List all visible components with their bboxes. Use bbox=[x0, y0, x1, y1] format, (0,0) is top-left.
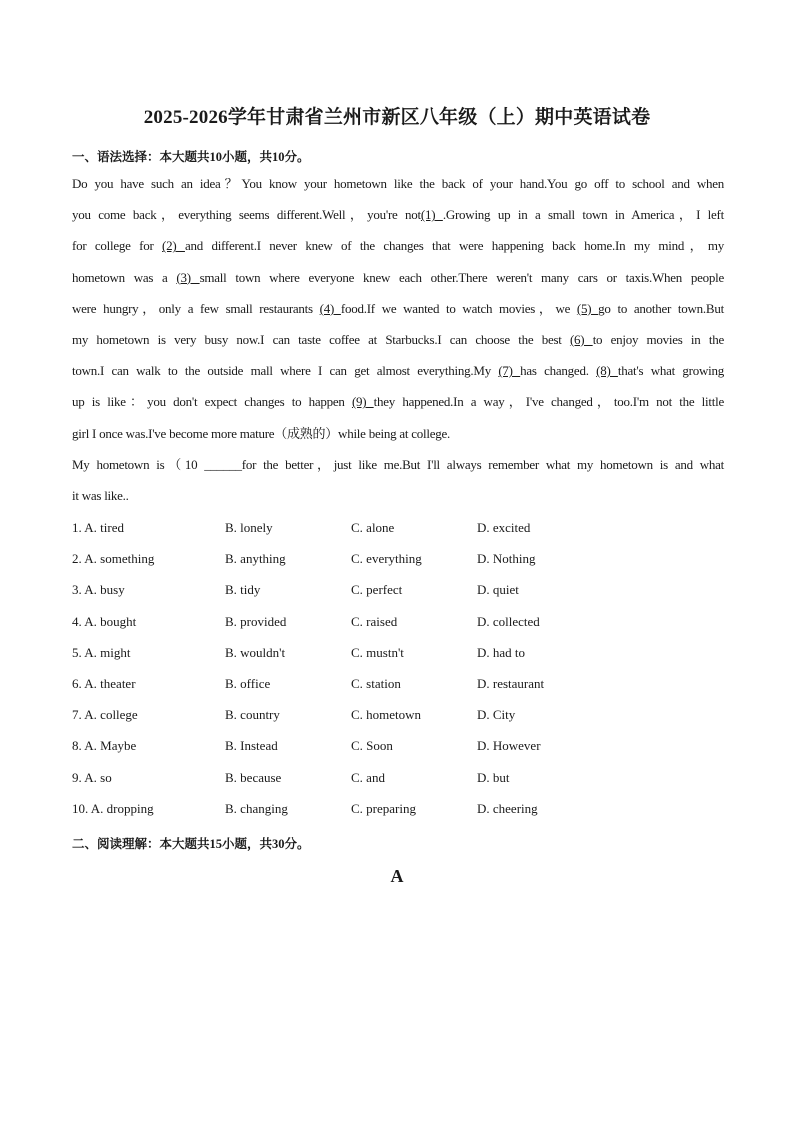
question-row bbox=[72, 797, 632, 828]
blank-number: (6) bbox=[569, 331, 593, 347]
question-row bbox=[72, 610, 632, 641]
option-b: B. office bbox=[225, 675, 271, 691]
passage-line bbox=[72, 172, 724, 203]
option-a: 2. A. something bbox=[72, 551, 155, 567]
option-a: 9. A. so bbox=[72, 769, 112, 785]
option-c: C. raised bbox=[351, 613, 398, 629]
option-d: D. quiet bbox=[477, 582, 519, 598]
section-heading-grammar: 一、语法选择：本大题共10小题，共10分。 bbox=[72, 150, 310, 164]
option-c: C. Soon bbox=[351, 738, 393, 754]
blank-number: (8) bbox=[596, 363, 618, 379]
passage-line bbox=[72, 390, 724, 421]
passage-text: you come back，everything seems different.Well，you're not bbox=[72, 207, 421, 223]
passage-line bbox=[72, 234, 724, 265]
option-b: B. Instead bbox=[225, 738, 278, 754]
option-c: C. alone bbox=[351, 520, 395, 535]
option-a: 3. A. busy bbox=[72, 582, 125, 598]
passage-line bbox=[72, 328, 724, 359]
passage-text: to enjoy movies in the bbox=[592, 331, 724, 347]
option-a: 1. A. tired bbox=[72, 520, 124, 535]
option-d: D. Nothing bbox=[477, 551, 536, 567]
option-a: 10. A. dropping bbox=[72, 800, 154, 816]
option-b: B. because bbox=[225, 769, 282, 785]
question-row bbox=[72, 703, 632, 734]
option-d: D. restaurant bbox=[477, 675, 545, 691]
option-d: D. had to bbox=[477, 644, 526, 660]
blank-number: (2) bbox=[162, 238, 185, 254]
question-row bbox=[72, 547, 632, 578]
blank-number: (4) bbox=[319, 300, 341, 316]
blank-number: (1) bbox=[420, 207, 443, 223]
passage-text: go to another town.But bbox=[598, 300, 724, 316]
blank-number: (5) bbox=[576, 300, 599, 316]
passage-text: that's what growing bbox=[617, 363, 724, 379]
option-d: D. However bbox=[477, 738, 541, 754]
question-row bbox=[72, 578, 632, 609]
question-row bbox=[72, 734, 632, 765]
passage-text: Do you have such an idea？You know your hometown like the back of your hand.You go off to school and when bbox=[72, 176, 724, 191]
page-title: 2025-2026学年甘肃省兰州市新区八年级（上）期中英语试卷 bbox=[143, 107, 651, 128]
question-row bbox=[72, 641, 632, 672]
option-a: 8. A. Maybe bbox=[72, 738, 137, 754]
option-a: 4. A. bought bbox=[72, 613, 137, 629]
option-c: C. and bbox=[351, 769, 385, 785]
passage-text: were hungry，only a few small restaurants bbox=[72, 300, 320, 316]
passage-text: small town where everyone knew each other.There weren't many cars or taxis.When people bbox=[199, 269, 724, 285]
passage-line bbox=[72, 422, 724, 453]
option-a: 5. A. might bbox=[72, 644, 131, 660]
option-b: B. tidy bbox=[225, 582, 261, 598]
passage-text: for the better，just like me.But I'll always remember what my hometown is and what bbox=[241, 456, 724, 472]
passage-text: girl I once was.I've become more mature（成熟的）while being at college. bbox=[72, 425, 450, 441]
question-row bbox=[72, 672, 632, 703]
option-d: D. cheering bbox=[477, 800, 538, 816]
question-row bbox=[72, 516, 632, 547]
blank-number: (3) bbox=[176, 269, 200, 285]
option-b: B. wouldn't bbox=[225, 644, 286, 660]
passage-text: .Growing up in a small town in America，I left bbox=[442, 207, 724, 223]
question-row bbox=[72, 766, 632, 797]
passage-line bbox=[72, 297, 724, 328]
passage-heading-a: A bbox=[390, 866, 404, 886]
option-c: C. station bbox=[351, 675, 401, 691]
passage-text: my hometown is very busy now.I can taste coffee at Starbucks.I can choose the best bbox=[72, 331, 570, 347]
cloze-passage bbox=[72, 172, 724, 515]
passage-text: My hometown is（10 bbox=[72, 456, 205, 472]
option-c: C. preparing bbox=[351, 800, 416, 816]
passage-line bbox=[72, 484, 724, 515]
option-a: 6. A. theater bbox=[72, 675, 136, 691]
passage-text: ______ bbox=[204, 456, 242, 472]
option-c: C. everything bbox=[351, 551, 422, 567]
option-d: D. excited bbox=[477, 520, 531, 535]
passage-line bbox=[72, 266, 724, 297]
option-c: C. hometown bbox=[351, 707, 422, 723]
passage-text: has changed. bbox=[520, 363, 597, 379]
option-d: D. City bbox=[477, 707, 516, 723]
passage-text: and different.I never knew of the changes that were happening back home.In my mind，my bbox=[184, 238, 724, 254]
blank-number: (9) bbox=[351, 394, 374, 410]
passage-line bbox=[72, 203, 724, 234]
option-c: C. mustn't bbox=[351, 644, 404, 660]
passage-text: food.If we wanted to watch movies，we bbox=[340, 300, 577, 316]
passage-text: hometown was a bbox=[72, 269, 177, 285]
passage-text: they happened.In a way，I've changed，too.I'm not the little bbox=[373, 394, 724, 410]
option-b: B. country bbox=[225, 707, 280, 723]
passage-text: up is like：you don't expect changes to happen bbox=[72, 394, 352, 410]
passage-line bbox=[72, 453, 724, 484]
section-heading-reading: 二、阅读理解：本大题共15小题，共30分。 bbox=[72, 837, 310, 851]
question-list bbox=[72, 516, 632, 828]
option-b: B. changing bbox=[225, 800, 288, 816]
passage-line bbox=[72, 359, 724, 390]
passage-text: it was like.. bbox=[72, 487, 129, 503]
blank-number: (7) bbox=[498, 363, 521, 379]
option-a: 7. A. college bbox=[72, 707, 138, 723]
option-b: B. provided bbox=[225, 613, 287, 629]
option-b: B. lonely bbox=[225, 520, 273, 535]
option-b: B. anything bbox=[225, 551, 286, 567]
passage-text: town.I can walk to the outside mall where I can get almost everything.My bbox=[72, 363, 499, 379]
option-d: D. collected bbox=[477, 613, 540, 629]
option-d: D. but bbox=[477, 769, 510, 785]
passage-text: for college for bbox=[72, 238, 163, 254]
option-c: C. perfect bbox=[351, 582, 403, 598]
